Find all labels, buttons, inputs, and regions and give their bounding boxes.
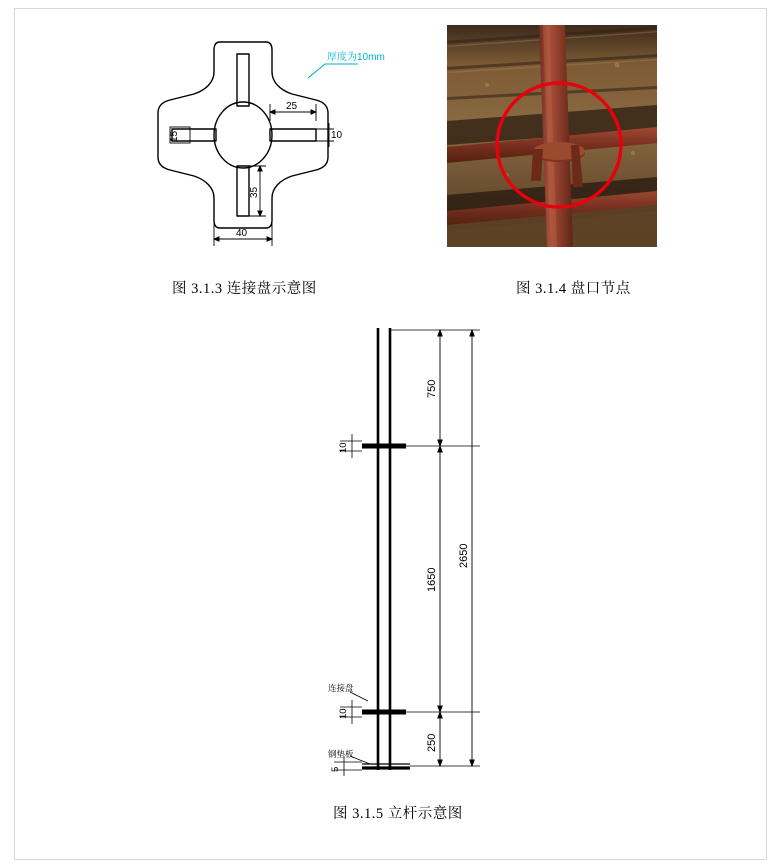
dim-750-label: 750 (426, 379, 438, 398)
label-connection-disc: 连接盘 (328, 683, 354, 693)
dim-35-label: 35 (249, 186, 260, 198)
dim-250-label: 250 (426, 733, 438, 752)
figure-caption-3-1-4: 图 3.1.4 盘口节点 (516, 281, 631, 297)
dim-1650-label: 1650 (426, 567, 438, 592)
dim-15-label: 15 (169, 130, 180, 142)
figure-disc-joint-photo (447, 25, 657, 247)
dim-40-label: 40 (236, 228, 248, 239)
figure-vertical-pole (300, 320, 540, 790)
page-border-top (14, 8, 766, 9)
dim-2650-label: 2650 (458, 543, 470, 568)
page-border-bottom (14, 859, 766, 860)
dim-10-top-label: 10 (338, 442, 349, 453)
figure-caption-3-1-5: 图 3.1.5 立杆示意图 (333, 806, 463, 822)
thickness-note: 厚度为10mm (327, 52, 385, 63)
label-steel-plate: 钢垫板 (328, 749, 354, 759)
dim-5-label: 5 (330, 766, 341, 772)
dim-10-bottom-label: 10 (338, 708, 349, 719)
page-border-left (14, 8, 15, 859)
dim-10-label: 10 (331, 130, 343, 141)
figure-connection-disc (120, 20, 410, 260)
page-border-right (766, 8, 767, 859)
dim-25-label: 25 (286, 101, 298, 112)
figure-caption-3-1-3: 图 3.1.3 连接盘示意图 (172, 281, 317, 297)
